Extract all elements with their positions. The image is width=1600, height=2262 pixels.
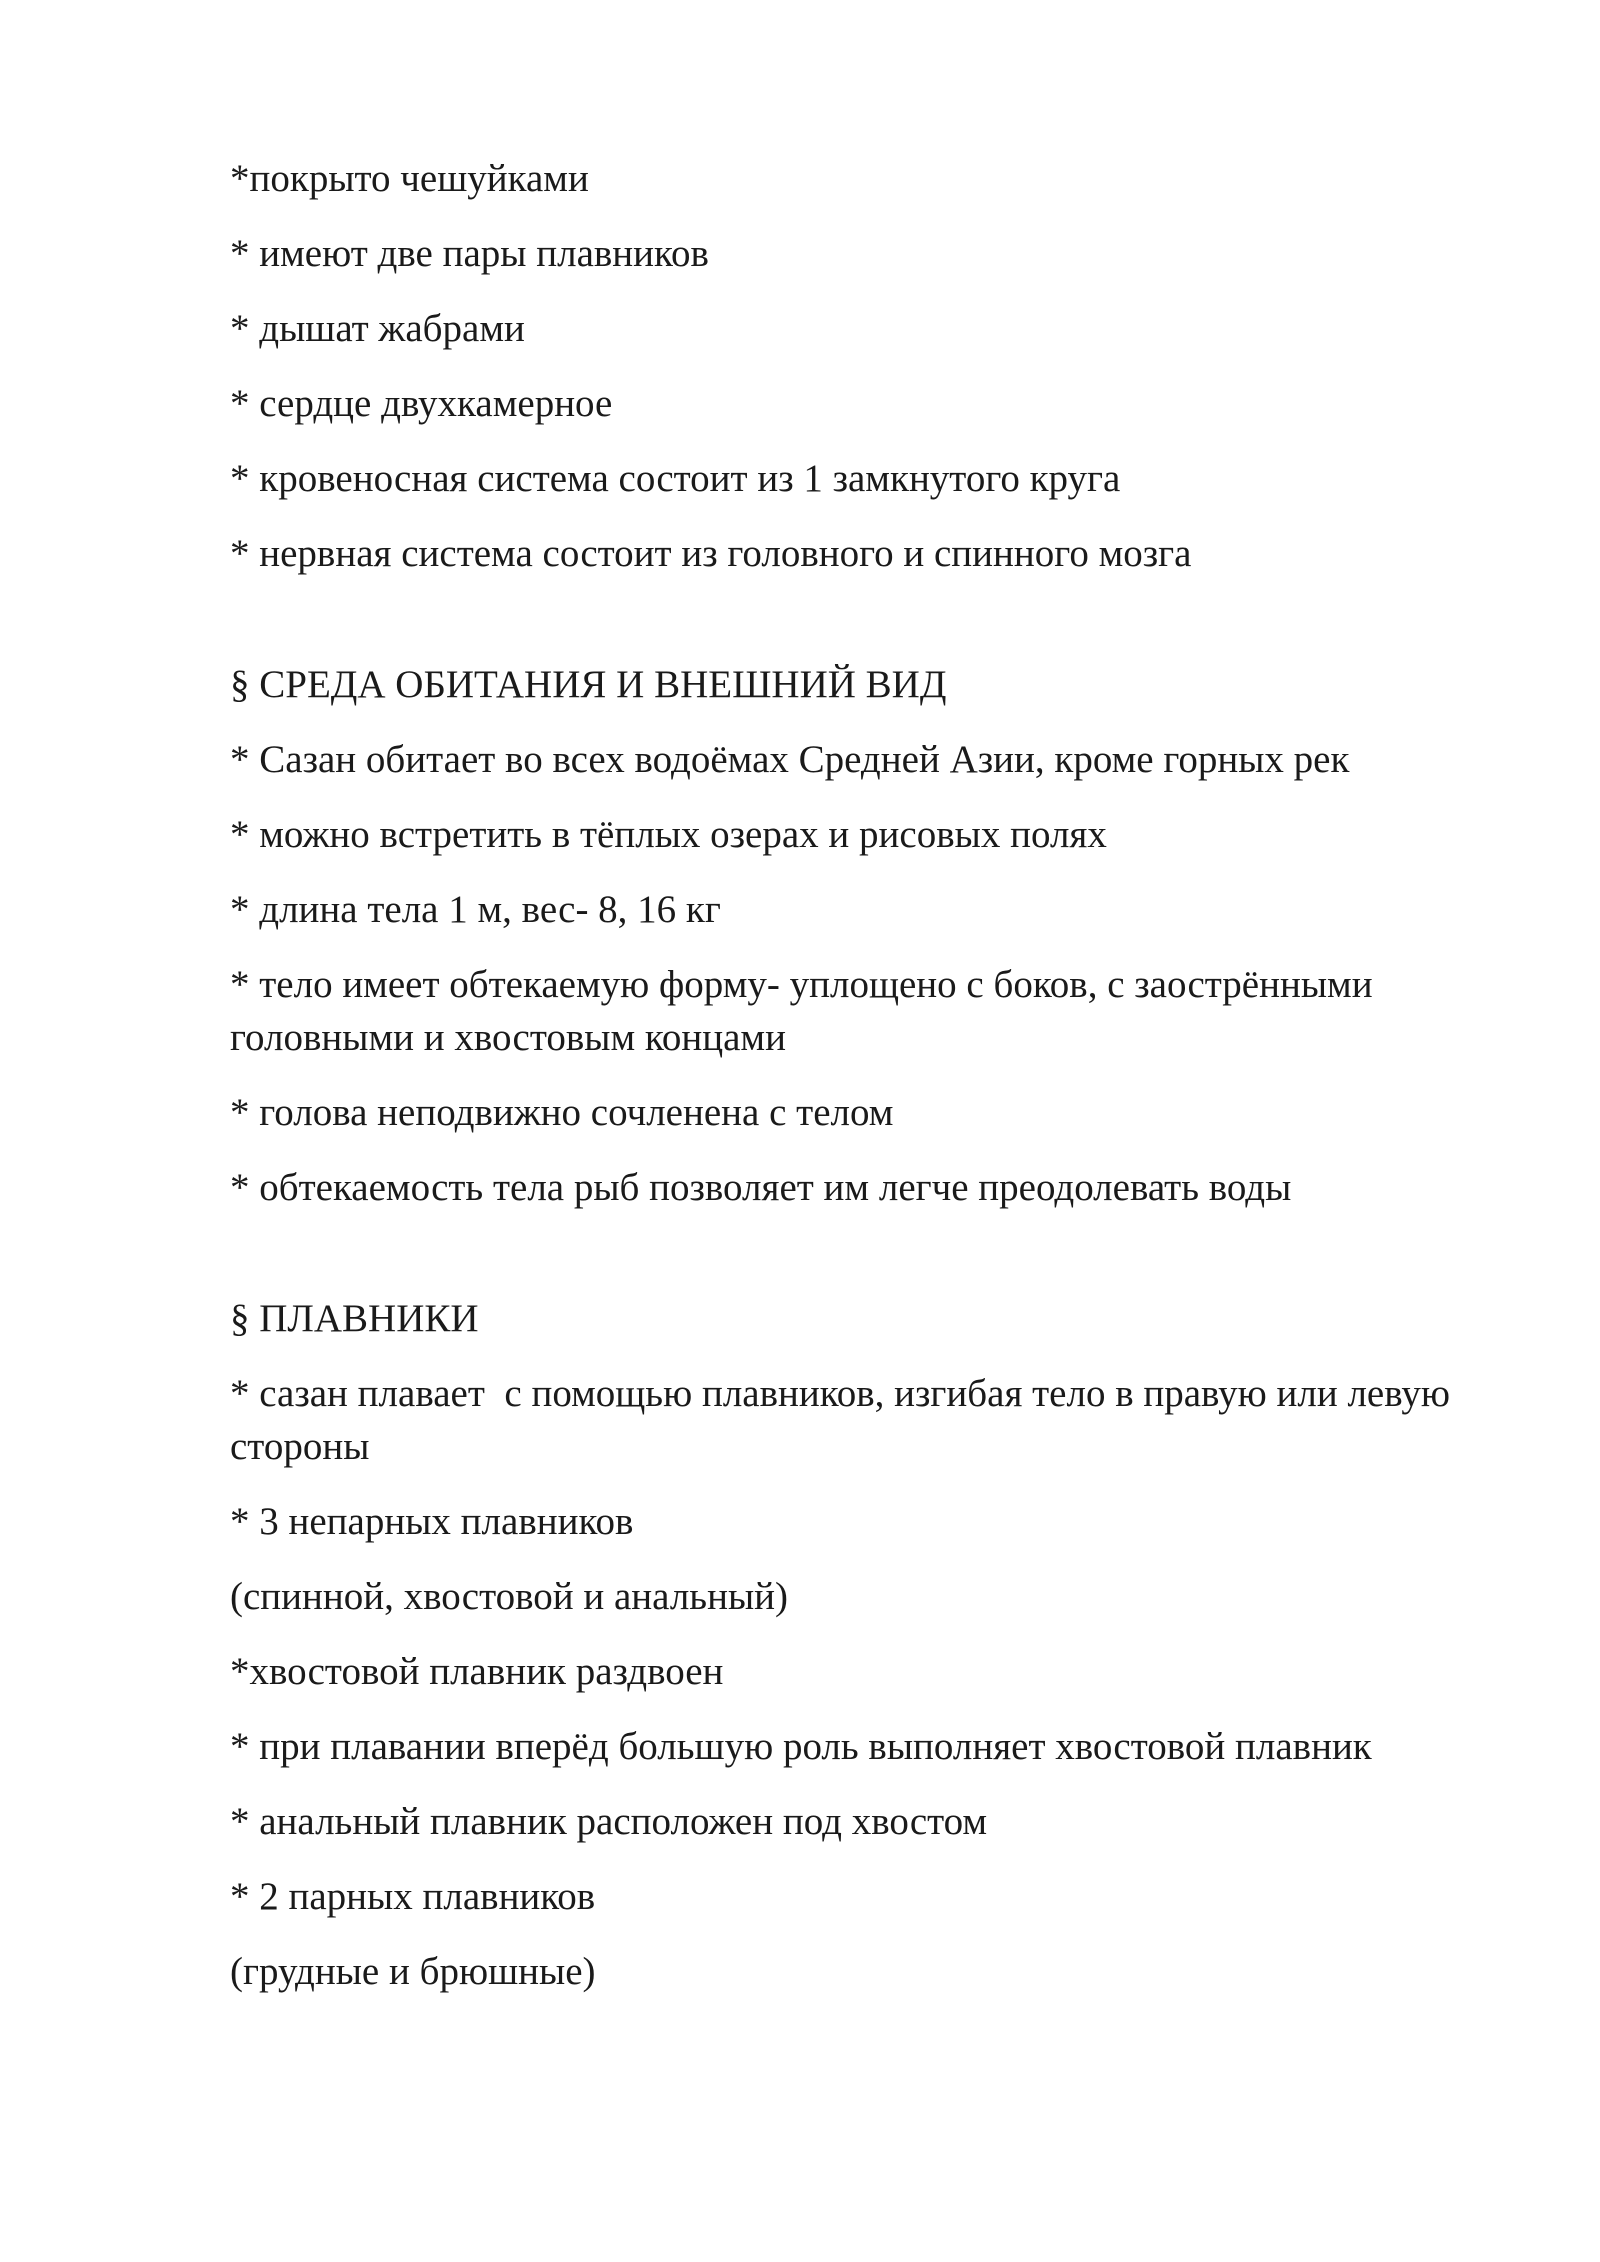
text-line: * сердце двухкамерное bbox=[230, 382, 613, 425]
section-heading: § ПЛАВНИКИ bbox=[230, 1297, 479, 1340]
section-heading: § СРЕДА ОБИТАНИЯ И ВНЕШНИЙ ВИД bbox=[230, 663, 947, 706]
text-line: * анальный плавник расположен под хвостом bbox=[230, 1800, 988, 1843]
text-line: * имеют две пары плавников bbox=[230, 232, 709, 275]
text-line: (спинной, хвостовой и анальный) bbox=[230, 1575, 789, 1618]
text-line: * длина тела 1 м, вес- 8, 16 кг bbox=[230, 888, 721, 931]
fins-section bbox=[230, 1292, 1530, 1998]
document-body bbox=[230, 152, 1530, 2020]
habitat-section bbox=[230, 658, 1530, 1214]
intro-section bbox=[230, 152, 1530, 580]
text-line: * голова неподвижно сочленена с телом bbox=[230, 1091, 894, 1134]
text-line: *хвостовой плавник раздвоен bbox=[230, 1650, 724, 1693]
text-line: (грудные и брюшные) bbox=[230, 1950, 596, 1993]
text-line: * обтекаемость тела рыб позволяет им легче преодолевать воды bbox=[230, 1166, 1292, 1209]
text-line: * тело имеет обтекаемую форму- уплощено с боков, с заострёнными головными и хвостовым концами bbox=[230, 963, 1383, 1059]
text-line: * Сазан обитает во всех водоёмах Средней Азии, кроме горных рек bbox=[230, 738, 1350, 781]
text-line: * при плавании вперёд большую роль выполняет хвостовой плавник bbox=[230, 1725, 1372, 1768]
text-line: * 3 непарных плавников bbox=[230, 1500, 634, 1543]
text-line: * дышат жабрами bbox=[230, 307, 525, 350]
text-line: *покрыто чешуйками bbox=[230, 157, 589, 200]
text-line: * нервная система состоит из головного и спинного мозга bbox=[230, 532, 1192, 575]
text-line: * 2 парных плавников bbox=[230, 1875, 596, 1918]
text-line: * сазан плавает с помощью плавников, изгибая тело в правую или левую стороны bbox=[230, 1372, 1460, 1468]
text-line: * можно встретить в тёплых озерах и рисовых полях bbox=[230, 813, 1107, 856]
text-line: * кровеносная система состоит из 1 замкнутого круга bbox=[230, 457, 1121, 500]
